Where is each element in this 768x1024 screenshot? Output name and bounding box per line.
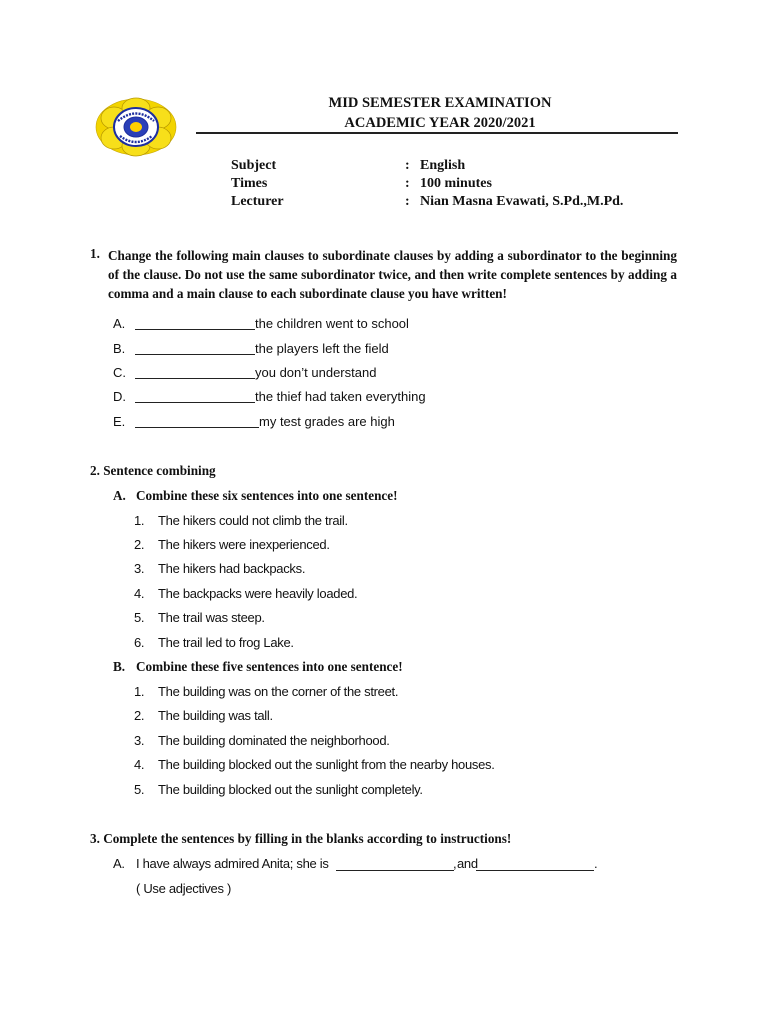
list-text: The building was on the corner of the street. xyxy=(158,684,399,699)
list-text: The hikers had backpacks. xyxy=(158,561,306,576)
answer-blank[interactable] xyxy=(135,414,259,428)
answer-blank[interactable] xyxy=(336,856,457,871)
list-text: The trail was steep. xyxy=(158,610,265,625)
q3-item-a-letter: A. xyxy=(113,856,125,871)
item-letter: C. xyxy=(113,365,126,380)
list-number: 5. xyxy=(134,782,145,797)
header-divider xyxy=(196,132,678,134)
list-text: The hikers were inexperienced. xyxy=(158,537,330,552)
item-letter: E. xyxy=(113,414,126,429)
item-letter: B. xyxy=(113,341,126,356)
list-text: The building was tall. xyxy=(158,708,273,723)
question-3-title: 3. Complete the sentences by filling in the blanks according to instructions! xyxy=(90,831,512,846)
item-clause: the players left the field xyxy=(255,341,389,356)
q2-part-a-letter: A. xyxy=(113,488,126,503)
item-clause: my test grades are high xyxy=(259,414,395,429)
exam-title: MID SEMESTER EXAMINATION xyxy=(328,95,552,111)
list-number: 3. xyxy=(134,561,145,576)
list-number: 5. xyxy=(134,610,145,625)
info-value: English xyxy=(420,158,466,173)
info-colon: : xyxy=(405,194,410,209)
q3-period: . xyxy=(594,856,598,871)
question-1-instructions: Change the following main clauses to subordinate clauses by adding a subordinator to the beginning of the clause. Do not use the same subordinator twice, and then write complete sentences by adding a comma and a main clause to each subordinate clause you have written! xyxy=(108,248,677,301)
answer-blank[interactable] xyxy=(135,389,255,403)
item-clause: you don’t understand xyxy=(255,365,377,380)
q3-hint: ( Use adjectives ) xyxy=(136,881,232,896)
item-clause: the thief had taken everything xyxy=(255,389,426,404)
info-label: Times xyxy=(231,176,268,191)
q3-comma: , xyxy=(453,856,457,871)
item-letter: D. xyxy=(113,389,126,404)
answer-blank[interactable] xyxy=(135,316,255,330)
info-label: Lecturer xyxy=(231,194,284,209)
list-number: 3. xyxy=(134,733,145,748)
list-number: 4. xyxy=(134,586,145,601)
list-number: 1. xyxy=(134,513,145,528)
list-number: 6. xyxy=(134,635,145,650)
list-number: 2. xyxy=(134,537,145,552)
question-1-number: 1. xyxy=(90,246,100,261)
info-value: Nian Masna Evawati, S.Pd.,M.Pd. xyxy=(420,194,624,209)
question-2-title: 2. Sentence combining xyxy=(90,463,216,478)
info-colon: : xyxy=(405,158,410,173)
info-label: Subject xyxy=(231,158,277,173)
q2-part-b-title: Combine these five sentences into one sentence! xyxy=(136,659,403,674)
q2-part-b-letter: B. xyxy=(113,659,126,674)
polsri-logo xyxy=(94,96,178,158)
list-number: 2. xyxy=(134,708,145,723)
answer-blank[interactable] xyxy=(476,857,594,871)
item-clause: the children went to school xyxy=(255,316,409,331)
list-text: The building blocked out the sunlight completely. xyxy=(158,782,423,797)
info-value: 100 minutes xyxy=(420,176,492,191)
list-text: The trail led to frog Lake. xyxy=(158,635,294,650)
list-text: The backpacks were heavily loaded. xyxy=(158,586,358,601)
academic-year: ACADEMIC YEAR 2020/2021 xyxy=(344,115,536,131)
list-text: The building dominated the neighborhood. xyxy=(158,733,390,748)
answer-blank[interactable] xyxy=(135,341,255,355)
list-number: 4. xyxy=(134,757,145,772)
q3-and: and xyxy=(457,856,478,871)
list-text: The building blocked out the sunlight from the nearby houses. xyxy=(158,757,495,772)
item-letter: A. xyxy=(113,316,126,331)
list-text: The hikers could not climb the trail. xyxy=(158,513,348,528)
list-number: 1. xyxy=(134,684,145,699)
info-colon: : xyxy=(405,176,410,191)
q2-part-a-title: Combine these six sentences into one sentence! xyxy=(136,488,398,503)
q3-item-a-prompt: I have always admired Anita; she is xyxy=(136,856,329,871)
answer-blank[interactable] xyxy=(135,365,255,379)
